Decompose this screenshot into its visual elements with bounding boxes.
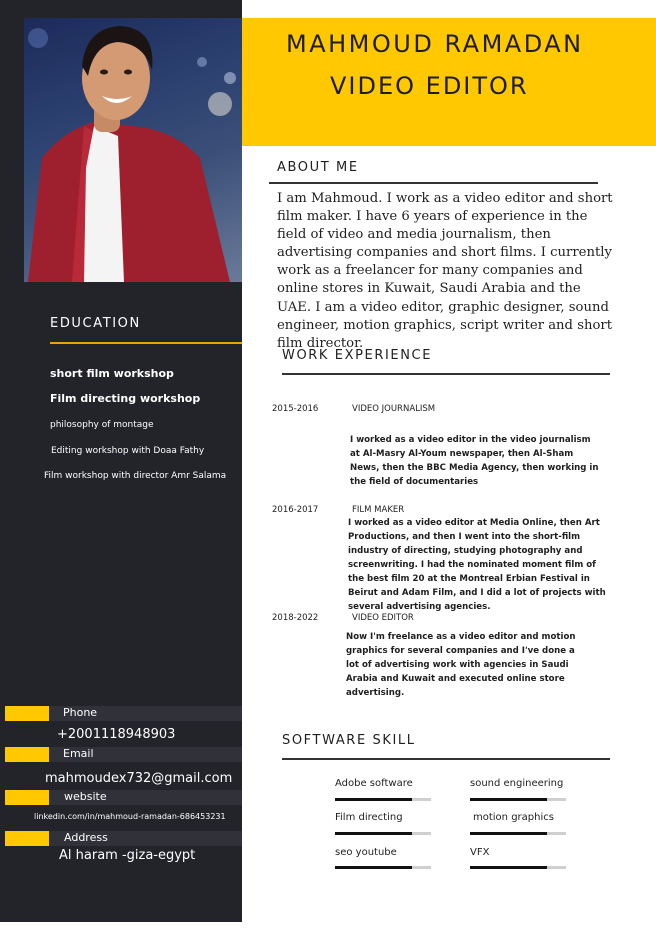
job-1-description: I worked as a video editor in the video journalism at Al-Masry Al-Youm newspaper, then Al-Sham News, then the BBC Media Agency, then working in the field of documentaries [350, 435, 599, 487]
person-name: MAHMOUD RAMADAN [286, 30, 584, 58]
education-item: short film workshop [50, 367, 174, 380]
phone-marker [5, 706, 49, 721]
skill-bar-fill [470, 798, 547, 801]
skill-bar [470, 866, 566, 869]
education-title: EDUCATION [50, 316, 141, 331]
skill-label: VFX [470, 847, 490, 858]
job-3-description: Now I'm freelance as a video editor and motion graphics for several companies and I've done a lot of advertising work with agencies in Saudi Arabia and Kuwait and executed online store advertising. [346, 632, 576, 698]
skill-bar-fill [470, 832, 547, 835]
job-1-title: VIDEO JOURNALISM [352, 404, 436, 414]
skill-bar-fill [470, 866, 547, 869]
job-2-description: I worked as a video editor at Media Online, then Art Productions, and then I went into the short-film industry of directing, studying photography and screenwriting. I had the nominated moment film of the best film 20 at the Montreal Erbian Festival in Beirut and Adam Film, and I did a lot of projects with several advertising agencies. [348, 518, 606, 612]
email-label: Email [63, 747, 94, 760]
education-item: philosophy of montage [50, 420, 154, 430]
skill-bar-fill [335, 866, 412, 869]
job-3-title: VIDEO EDITOR [352, 613, 414, 623]
address-label: Address [64, 831, 108, 844]
work-title: WORK EXPERIENCE [282, 348, 433, 363]
work-rule [282, 373, 610, 375]
skill-bar-fill [335, 798, 412, 801]
sidebar-top-strip [0, 0, 24, 282]
skill-bar-fill [335, 832, 412, 835]
education-rule [50, 342, 242, 344]
job-2-date: 2016-2017 [272, 505, 319, 515]
skill-bar [470, 832, 566, 835]
about-text: I am Mahmoud. I work as a video editor and short film maker. I have 6 years of experience in the field of video and media journalism, then advertising companies and short films. I currently work as a freelancer for many companies and online stores in Kuwait, Saudi Arabia and the UAE. I am a video editor, graphic designer, sound engineer, motion graphics, script writer and short film director. [277, 191, 613, 351]
skill-label: seo youtube [335, 847, 397, 858]
address-value: Al haram -giza-egypt [59, 848, 196, 863]
skill-label: Film directing [335, 812, 403, 823]
skill-label: Adobe software [335, 778, 413, 789]
skill-label: motion graphics [473, 812, 554, 823]
education-item: Editing workshop with Doaa Fathy [51, 446, 205, 456]
job-1-date: 2015-2016 [272, 404, 319, 414]
phone-label: Phone [63, 706, 98, 719]
about-rule [269, 182, 598, 184]
website-value: linkedin.com/in/mahmoud-ramadan-686453231 [34, 812, 226, 821]
website-label: website [64, 790, 107, 803]
skill-bar [335, 866, 431, 869]
job-3-date: 2018-2022 [272, 613, 319, 623]
website-marker [5, 790, 49, 805]
profile-photo [24, 18, 242, 282]
skill-label: sound engineering [470, 778, 564, 789]
about-title: ABOUT ME [277, 160, 359, 175]
skill-bar [335, 832, 431, 835]
education-item: Film workshop with director Amr Salama [44, 471, 227, 481]
email-value: mahmoudex732@gmail.com [45, 771, 233, 786]
email-marker [5, 747, 49, 762]
job-2-title: FILM MAKER [352, 505, 405, 515]
skill-bar [335, 798, 431, 801]
job-role: VIDEO EDITOR [330, 72, 529, 100]
skills-title: SOFTWARE SKILL [282, 733, 416, 748]
skills-rule [282, 758, 610, 760]
skill-bar [470, 798, 566, 801]
education-item: Film directing workshop [50, 392, 201, 405]
address-marker [5, 831, 49, 846]
phone-value: +2001118948903 [57, 727, 176, 742]
